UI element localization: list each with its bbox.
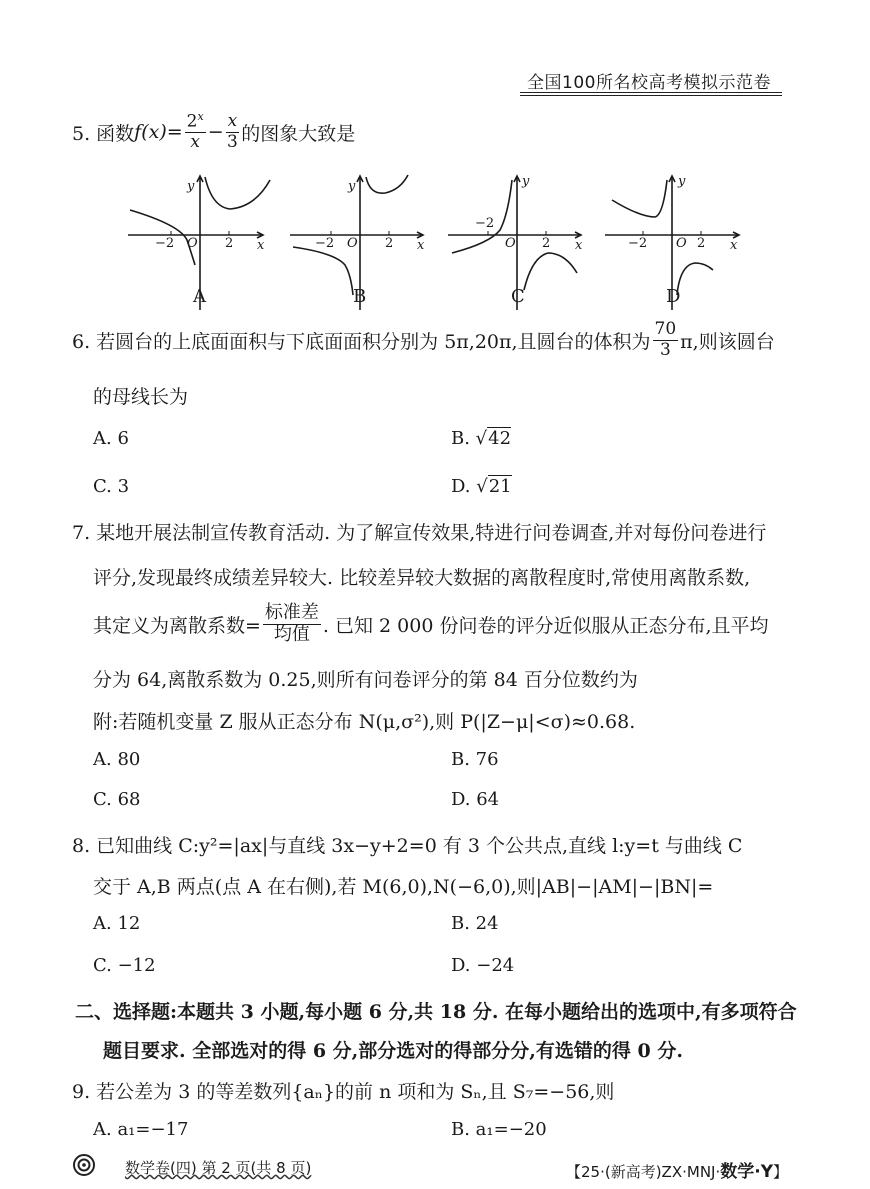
q7-stem-line1: 7. 某地开展法制宣传教育活动. 为了解宣传效果,特进行问卷调查,并对每份问卷进行 <box>72 522 767 544</box>
q6-option-b: B. √42 <box>451 428 512 449</box>
svg-text:−2: −2 <box>155 236 175 251</box>
q8-stem-line2: 交于 A,B 两点(点 A 在右侧),若 M(6,0),N(−6,0),则|AB|−|AM|−|BN|= <box>93 876 714 898</box>
svg-text:−2: −2 <box>315 236 335 251</box>
q7-stem-line2: 评分,发现最终成绩差异较大. 比较差异较大数据的离散程度时,常使用离散系数, <box>93 567 751 589</box>
q7-note: 附:若随机变量 Z 服从正态分布 N(μ,σ²),则 P(|Z−μ|<σ)≈0.68. <box>93 711 636 733</box>
svg-text:O: O <box>347 236 358 251</box>
footer-logo-icon <box>72 1153 96 1177</box>
svg-text:y: y <box>187 179 195 194</box>
q6-option-a: A. 6 <box>93 428 129 449</box>
q6-option-c: C. 3 <box>93 476 130 497</box>
svg-text:O: O <box>505 236 516 251</box>
q8-option-d: D. −24 <box>451 955 515 976</box>
svg-text:y: y <box>678 174 686 189</box>
svg-text:x: x <box>257 238 265 253</box>
q8-option-a: A. 12 <box>93 913 141 934</box>
graph-b-label: B <box>353 286 367 307</box>
q9-option-b: B. a₁=−20 <box>451 1119 547 1140</box>
svg-text:O: O <box>187 236 198 251</box>
header-rule <box>520 92 782 96</box>
q5-stem: 5. 函数 f(x)= $\frac{2^x}{x}$ − $\frac{x}{3}$ 的图象大致是 <box>72 110 356 153</box>
footer-code: 【25·(新高考)ZX·MNJ·数学·Y】 <box>566 1162 789 1182</box>
section2-heading: 二、选择题:本题共 3 小题,每小题 6 分,共 18 分. 在每小题给出的选项中,有多项符合 <box>75 1001 797 1023</box>
svg-text:2: 2 <box>542 236 551 251</box>
svg-text:−2: −2 <box>475 216 495 231</box>
graph-d-label: D <box>666 286 681 307</box>
graph-c-label: C <box>511 286 525 307</box>
q9-option-a: A. a₁=−17 <box>93 1119 189 1140</box>
q7-option-d: D. 64 <box>451 789 500 810</box>
svg-text:x: x <box>417 238 425 253</box>
q5-graphs <box>0 165 870 325</box>
q8-option-c: C. −12 <box>93 955 156 976</box>
q7-stem-line3: 其定义为离散系数= $\frac{\text{标准差}}{\text{均值}}$ . 已知 2 000 份问卷的评分近似服从正态分布,且平均 <box>93 601 769 645</box>
svg-text:−2: −2 <box>628 236 648 251</box>
q7-option-b: B. 76 <box>451 749 499 770</box>
q7-option-c: C. 68 <box>93 789 141 810</box>
svg-text:y: y <box>522 174 530 189</box>
graph-a-label: A <box>193 286 206 307</box>
q7-stem-line4: 分为 64,离散系数为 0.25,则所有问卷评分的第 84 百分位数约为 <box>93 669 638 691</box>
svg-text:O: O <box>676 236 687 251</box>
q9-stem: 9. 若公差为 3 的等差数列{aₙ}的前 n 项和为 Sₙ,且 S₇=−56,则 <box>72 1081 615 1103</box>
svg-text:2: 2 <box>385 236 394 251</box>
q8-option-b: B. 24 <box>451 913 499 934</box>
section2-instructions: 题目要求. 全部选对的得 6 分,部分选对的得部分分,有选错的得 0 分. <box>103 1040 683 1062</box>
svg-text:2: 2 <box>697 236 706 251</box>
q6-option-d: D. √21 <box>451 476 512 497</box>
q8-stem-line1: 8. 已知曲线 C:y²=|ax|与直线 3x−y+2=0 有 3 个公共点,直线 l:y=t 与曲线 C <box>72 835 743 857</box>
footer-page-info: 数学卷(四) 第 2 页(共 8 页) <box>125 1159 312 1177</box>
q6-stem-line1: 6. 若圆台的上底面面积与下底面面积分别为 5π,20π,且圆台的体积为 $\frac{70}{3}$ π,则该圆台 <box>72 318 775 360</box>
svg-text:y: y <box>348 179 356 194</box>
header-title: 全国100所名校高考模拟示范卷 <box>527 73 771 93</box>
svg-text:2: 2 <box>225 236 234 251</box>
svg-text:x: x <box>575 238 583 253</box>
q7-option-a: A. 80 <box>93 749 141 770</box>
svg-text:x: x <box>730 238 738 253</box>
q6-stem-line2: 的母线长为 <box>93 386 189 408</box>
